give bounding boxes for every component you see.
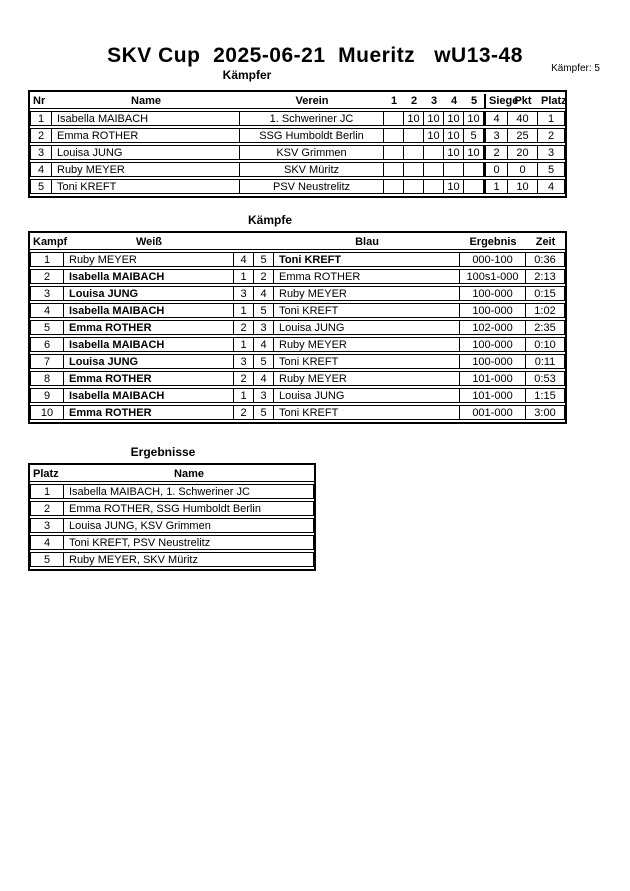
zeit-cell: 2:35 [526,320,565,335]
blau-name-cell: Toni KREFT [274,354,460,369]
kaempfe-row [30,269,565,284]
zeit-cell: 0:10 [526,337,565,352]
ergebnisse-table-grid [30,465,314,569]
kampf-nr-cell: 6 [30,337,64,352]
weiss-name-cell: Ruby MEYER [64,252,234,267]
round-5-cell: 5 [464,128,484,143]
name-cell: Toni KREFT [52,179,240,194]
kaempfe-row [30,303,565,318]
verein-cell: SKV Müritz [240,162,384,177]
nr-cell: 5 [30,179,52,194]
blau-nr-cell: 5 [254,303,274,318]
weiss-nr-cell: 2 [234,371,254,386]
siege-cell: 4 [484,111,508,126]
blau-nr-cell: 4 [254,337,274,352]
pkt-cell: 10 [508,179,538,194]
kaempfer-row [30,145,565,160]
blau-nr-cell: 5 [254,354,274,369]
ergebnis-cell: 100s1-000 [460,269,526,284]
weiss-nr-cell: 4 [234,252,254,267]
placement-name-cell: Toni KREFT, PSV Neustrelitz [64,535,314,550]
name-cell: Emma ROTHER [52,128,240,143]
column-header-verein: Verein [240,94,384,109]
blau-name-cell: Ruby MEYER [274,371,460,386]
kampf-nr-cell: 2 [30,269,64,284]
kaempfe-row [30,354,565,369]
round-2-cell [404,145,424,160]
siege-cell: 3 [484,128,508,143]
column-header-siege: Siege [484,94,508,109]
page-title: SKV Cup 2025-06-21 Mueritz wU13-48 [107,44,523,67]
ergebnisse-table [28,463,316,571]
round-3-cell [424,145,444,160]
round-1-cell [384,162,404,177]
column-header-round-2: 2 [404,94,424,109]
blau-nr-cell: 4 [254,371,274,386]
verein-cell: PSV Neustrelitz [240,179,384,194]
round-2-cell: 10 [404,111,424,126]
name-cell: Ruby MEYER [52,162,240,177]
weiss-name-cell: Isabella MAIBACH [64,269,234,284]
column-header-round-3: 3 [424,94,444,109]
column-header-round-4: 4 [444,94,464,109]
platz-cell: 1 [538,111,565,126]
kaempfe-row [30,405,565,420]
pkt-cell: 40 [508,111,538,126]
ergebnisse-header-row [30,467,314,482]
zeit-cell: 0:53 [526,371,565,386]
kaempfe-table [28,231,567,424]
zeit-cell: 0:15 [526,286,565,301]
nr-cell: 2 [30,128,52,143]
siege-cell: 1 [484,179,508,194]
zeit-cell: 2:13 [526,269,565,284]
column-header-pkt: Pkt [508,94,538,109]
ergebnis-cell: 101-000 [460,371,526,386]
weiss-nr-cell: 2 [234,405,254,420]
round-3-cell [424,162,444,177]
round-1-cell [384,128,404,143]
weiss-nr-cell: 2 [234,320,254,335]
column-header-ergebnis: Ergebnis [460,235,526,250]
kampf-nr-cell: 7 [30,354,64,369]
blau-name-cell: Louisa JUNG [274,320,460,335]
kampf-nr-cell: 3 [30,286,64,301]
blau-name-cell: Ruby MEYER [274,337,460,352]
column-header-blau-nr [254,235,274,250]
weiss-name-cell: Isabella MAIBACH [64,303,234,318]
kampf-nr-cell: 9 [30,388,64,403]
blau-nr-cell: 4 [254,286,274,301]
weiss-name-cell: Emma ROTHER [64,371,234,386]
column-header-zeit: Zeit [526,235,565,250]
zeit-cell: 1:15 [526,388,565,403]
weiss-name-cell: Isabella MAIBACH [64,337,234,352]
column-header-weiss: Weiß [64,235,234,250]
platz-cell: 1 [30,484,64,499]
round-3-cell: 10 [424,128,444,143]
platz-cell: 5 [538,162,565,177]
round-2-cell [404,179,424,194]
platz-cell: 2 [30,501,64,516]
blau-name-cell: Toni KREFT [274,252,460,267]
round-3-cell [424,179,444,194]
blau-name-cell: Emma ROTHER [274,269,460,284]
verein-cell: KSV Grimmen [240,145,384,160]
nr-cell: 4 [30,162,52,177]
ergebnisse-row [30,552,314,567]
kampf-nr-cell: 1 [30,252,64,267]
kaempfer-row [30,111,565,126]
kaempfe-row [30,320,565,335]
blau-nr-cell: 5 [254,405,274,420]
weiss-nr-cell: 1 [234,269,254,284]
ergebnisse-section-title: Ergebnisse [130,445,196,459]
weiss-nr-cell: 3 [234,354,254,369]
weiss-nr-cell: 1 [234,337,254,352]
round-2-cell [404,162,424,177]
placement-name-cell: Ruby MEYER, SKV Müritz [64,552,314,567]
kaempfer-row [30,128,565,143]
round-1-cell [384,111,404,126]
platz-cell: 3 [30,518,64,533]
zeit-cell: 3:00 [526,405,565,420]
kampf-nr-cell: 10 [30,405,64,420]
kaempfe-row [30,337,565,352]
pkt-cell: 25 [508,128,538,143]
round-2-cell [404,128,424,143]
column-header-blau: Blau [274,235,460,250]
placement-name-cell: Emma ROTHER, SSG Humboldt Berlin [64,501,314,516]
nr-cell: 1 [30,111,52,126]
blau-name-cell: Louisa JUNG [274,388,460,403]
kaempfe-row [30,388,565,403]
pkt-cell: 20 [508,145,538,160]
blau-name-cell: Ruby MEYER [274,286,460,301]
verein-cell: 1. Schweriner JC [240,111,384,126]
kaempfe-row [30,252,565,267]
round-5-cell: 10 [464,111,484,126]
ergebnisse-row [30,535,314,550]
blau-name-cell: Toni KREFT [274,405,460,420]
column-header-name: Name [52,94,240,109]
platz-cell: 2 [538,128,565,143]
name-cell: Isabella MAIBACH [52,111,240,126]
fighter-count-label: Kämpfer: 5 [551,63,600,74]
column-header-nr: Nr [30,94,52,109]
round-4-cell: 10 [444,145,464,160]
round-5-cell [464,162,484,177]
kaempfer-header-row [30,94,565,109]
ergebnis-cell: 100-000 [460,354,526,369]
weiss-name-cell: Isabella MAIBACH [64,388,234,403]
blau-nr-cell: 3 [254,320,274,335]
blau-name-cell: Toni KREFT [274,303,460,318]
placement-name-cell: Isabella MAIBACH, 1. Schweriner JC [64,484,314,499]
placement-name-cell: Louisa JUNG, KSV Grimmen [64,518,314,533]
round-1-cell [384,145,404,160]
ergebnisse-row [30,484,314,499]
siege-cell: 2 [484,145,508,160]
kampf-nr-cell: 8 [30,371,64,386]
kaempfer-table-grid [30,92,565,196]
column-header-round-1: 1 [384,94,404,109]
round-4-cell: 10 [444,128,464,143]
column-header-kampf: Kampf [30,235,64,250]
kaempfe-table-grid [30,233,565,422]
weiss-nr-cell: 1 [234,303,254,318]
platz-cell: 4 [538,179,565,194]
blau-nr-cell: 5 [254,252,274,267]
kaempfer-row [30,162,565,177]
name-cell: Louisa JUNG [52,145,240,160]
weiss-nr-cell: 1 [234,388,254,403]
ergebnis-cell: 100-000 [460,337,526,352]
kaempfer-row [30,179,565,194]
weiss-name-cell: Emma ROTHER [64,405,234,420]
round-4-cell: 10 [444,111,464,126]
column-header-platz: Platz [538,94,565,109]
siege-cell: 0 [484,162,508,177]
kaempfe-row [30,371,565,386]
round-4-cell [444,162,464,177]
column-header-weiss-nr [234,235,254,250]
column-header-round-5: 5 [464,94,484,109]
zeit-cell: 0:36 [526,252,565,267]
ergebnis-cell: 100-000 [460,286,526,301]
round-1-cell [384,179,404,194]
platz-cell: 3 [538,145,565,160]
blau-nr-cell: 3 [254,388,274,403]
round-5-cell: 10 [464,145,484,160]
zeit-cell: 1:02 [526,303,565,318]
ergebnisse-row [30,518,314,533]
kaempfe-section-title: Kämpfe [247,213,293,227]
zeit-cell: 0:11 [526,354,565,369]
kaempfer-table [28,90,567,198]
kaempfer-section-title: Kämpfer [222,68,272,82]
ergebnis-cell: 000-100 [460,252,526,267]
pkt-cell: 0 [508,162,538,177]
ergebnis-cell: 101-000 [460,388,526,403]
kaempfe-row [30,286,565,301]
platz-cell: 5 [30,552,64,567]
ergebnis-cell: 001-000 [460,405,526,420]
ergebnisse-row [30,501,314,516]
weiss-name-cell: Emma ROTHER [64,320,234,335]
weiss-name-cell: Louisa JUNG [64,286,234,301]
round-4-cell: 10 [444,179,464,194]
round-3-cell: 10 [424,111,444,126]
round-5-cell [464,179,484,194]
blau-nr-cell: 2 [254,269,274,284]
kampf-nr-cell: 4 [30,303,64,318]
column-header-platz: Platz [30,467,64,482]
platz-cell: 4 [30,535,64,550]
column-header-name: Name [64,467,314,482]
nr-cell: 3 [30,145,52,160]
kaempfe-header-row [30,235,565,250]
weiss-nr-cell: 3 [234,286,254,301]
ergebnis-cell: 102-000 [460,320,526,335]
weiss-name-cell: Louisa JUNG [64,354,234,369]
ergebnis-cell: 100-000 [460,303,526,318]
verein-cell: SSG Humboldt Berlin [240,128,384,143]
kampf-nr-cell: 5 [30,320,64,335]
